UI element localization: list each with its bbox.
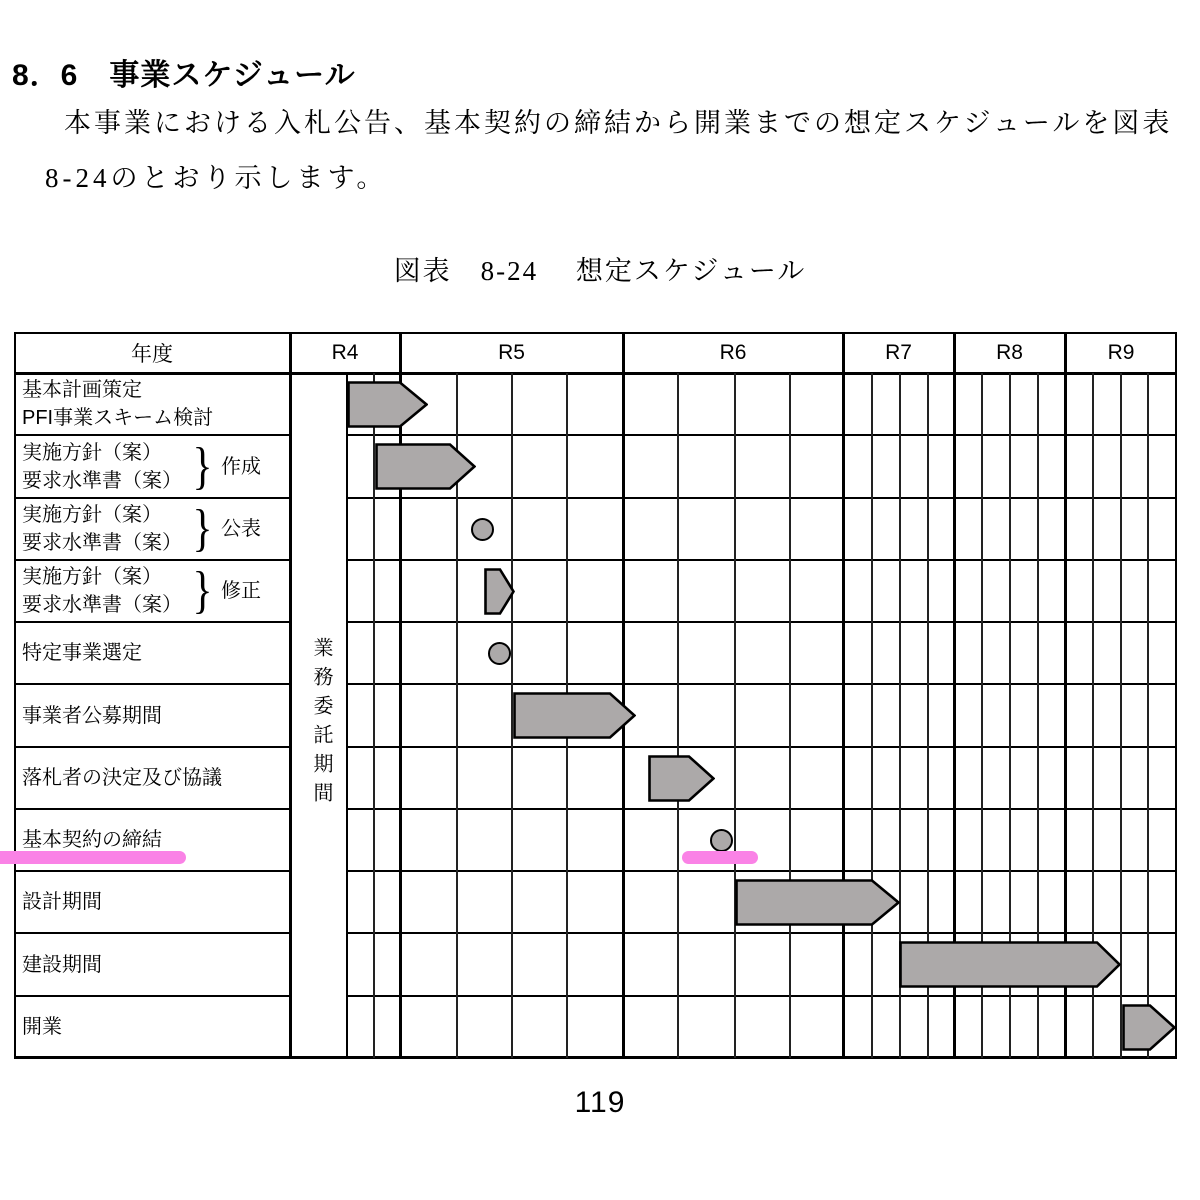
grid-hline <box>347 932 1177 934</box>
task-label <box>14 871 290 933</box>
task-label-text: 特定事業選定 <box>22 642 142 664</box>
gantt-arrow-bar <box>513 692 636 739</box>
task-label <box>14 996 290 1058</box>
gantt-milestone-dot <box>471 518 494 541</box>
quarter-line <box>1147 373 1148 1058</box>
task-label <box>14 622 290 684</box>
task-label <box>14 435 290 498</box>
task-label-text: 建設期間 <box>22 953 102 976</box>
gantt-milestone-dot <box>488 642 511 665</box>
task-label-text: 実施方針（案） 要求水準書（案） <box>22 566 182 616</box>
gantt-arrow-bar <box>899 941 1121 988</box>
table-border-right <box>1175 332 1178 1058</box>
task-label-text: 事業者公募期間 <box>22 704 162 727</box>
year-divider <box>842 332 845 1058</box>
task-label-text: 落札者の決定及び協議 <box>22 767 222 789</box>
task-label <box>14 684 290 747</box>
schedule-gantt-chart <box>14 332 1177 1058</box>
pink-highlight-marker <box>682 851 758 864</box>
task-label-text: 実施方針（案） 要求水準書（案） <box>22 441 182 492</box>
task-label-text: 実施方針（案） 要求水準書（案） <box>22 504 182 554</box>
grid-hline <box>347 434 1177 436</box>
task-label-text: 基本計画策定 PFI事業スキーム検討 <box>22 379 214 429</box>
task-label-text: 基本契約の締結 <box>22 829 162 851</box>
gantt-arrow-bar <box>484 568 515 615</box>
quarter-line <box>734 373 735 1058</box>
gantt-arrow-bar <box>648 755 715 802</box>
task-label <box>14 560 290 622</box>
year-divider <box>399 332 402 1058</box>
gantt-arrow-bar <box>735 879 900 926</box>
task-label-text: 開業 <box>22 1016 62 1038</box>
quarter-line <box>789 373 790 1058</box>
task-label-suffix: 修正 <box>220 580 261 602</box>
header-year-R9: R9 <box>1107 340 1135 364</box>
body-text-line-1: 本事業における入札公告、基本契約の締結から開業までの想定スケジュールを図表 <box>64 108 1173 138</box>
quarter-line <box>677 373 678 1058</box>
grid-hline <box>347 621 1177 623</box>
quarter-line <box>871 373 872 1058</box>
task-label-suffix: 公表 <box>220 518 261 540</box>
gantt-arrow-bar <box>1122 1004 1176 1051</box>
figure-caption: 図表 8-24 想定スケジュール <box>393 256 807 286</box>
grid-hline <box>347 683 1177 685</box>
section-heading: 8．6 事業スケジュール <box>12 59 356 92</box>
brace-glyph: } <box>192 500 213 557</box>
task-label <box>14 933 290 996</box>
task-label-suffix: 作成 <box>220 455 261 478</box>
header-year-R8: R8 <box>996 340 1023 364</box>
task-label <box>14 747 290 809</box>
header-year-R6: R6 <box>719 340 747 364</box>
header-year-R4: R4 <box>331 340 359 364</box>
page-number: 119 <box>574 1086 626 1119</box>
grid-hline <box>347 497 1177 499</box>
gantt-milestone-dot <box>710 829 733 852</box>
grid-vline <box>346 373 348 1058</box>
body-text-line-2: 8-24のとおり示します。 <box>45 163 388 193</box>
grid-hline <box>347 995 1177 997</box>
header-year-label: 年度 <box>131 342 173 366</box>
header-year-R7: R7 <box>885 340 912 364</box>
pink-highlight-marker <box>0 851 186 864</box>
gantt-arrow-bar <box>347 381 428 428</box>
brace-glyph: } <box>192 437 213 495</box>
grid-hline <box>347 808 1177 810</box>
task-label <box>14 373 290 435</box>
grid-hline <box>347 746 1177 748</box>
grid-hline <box>347 870 1177 872</box>
task-label-text: 設計期間 <box>22 891 102 913</box>
task-label <box>14 498 290 560</box>
delegation-period-label: 業務委託期間 <box>310 637 332 811</box>
header-year-R5: R5 <box>498 340 525 364</box>
brace-glyph: } <box>192 562 213 619</box>
gantt-arrow-bar <box>375 443 476 490</box>
grid-hline <box>347 559 1177 561</box>
